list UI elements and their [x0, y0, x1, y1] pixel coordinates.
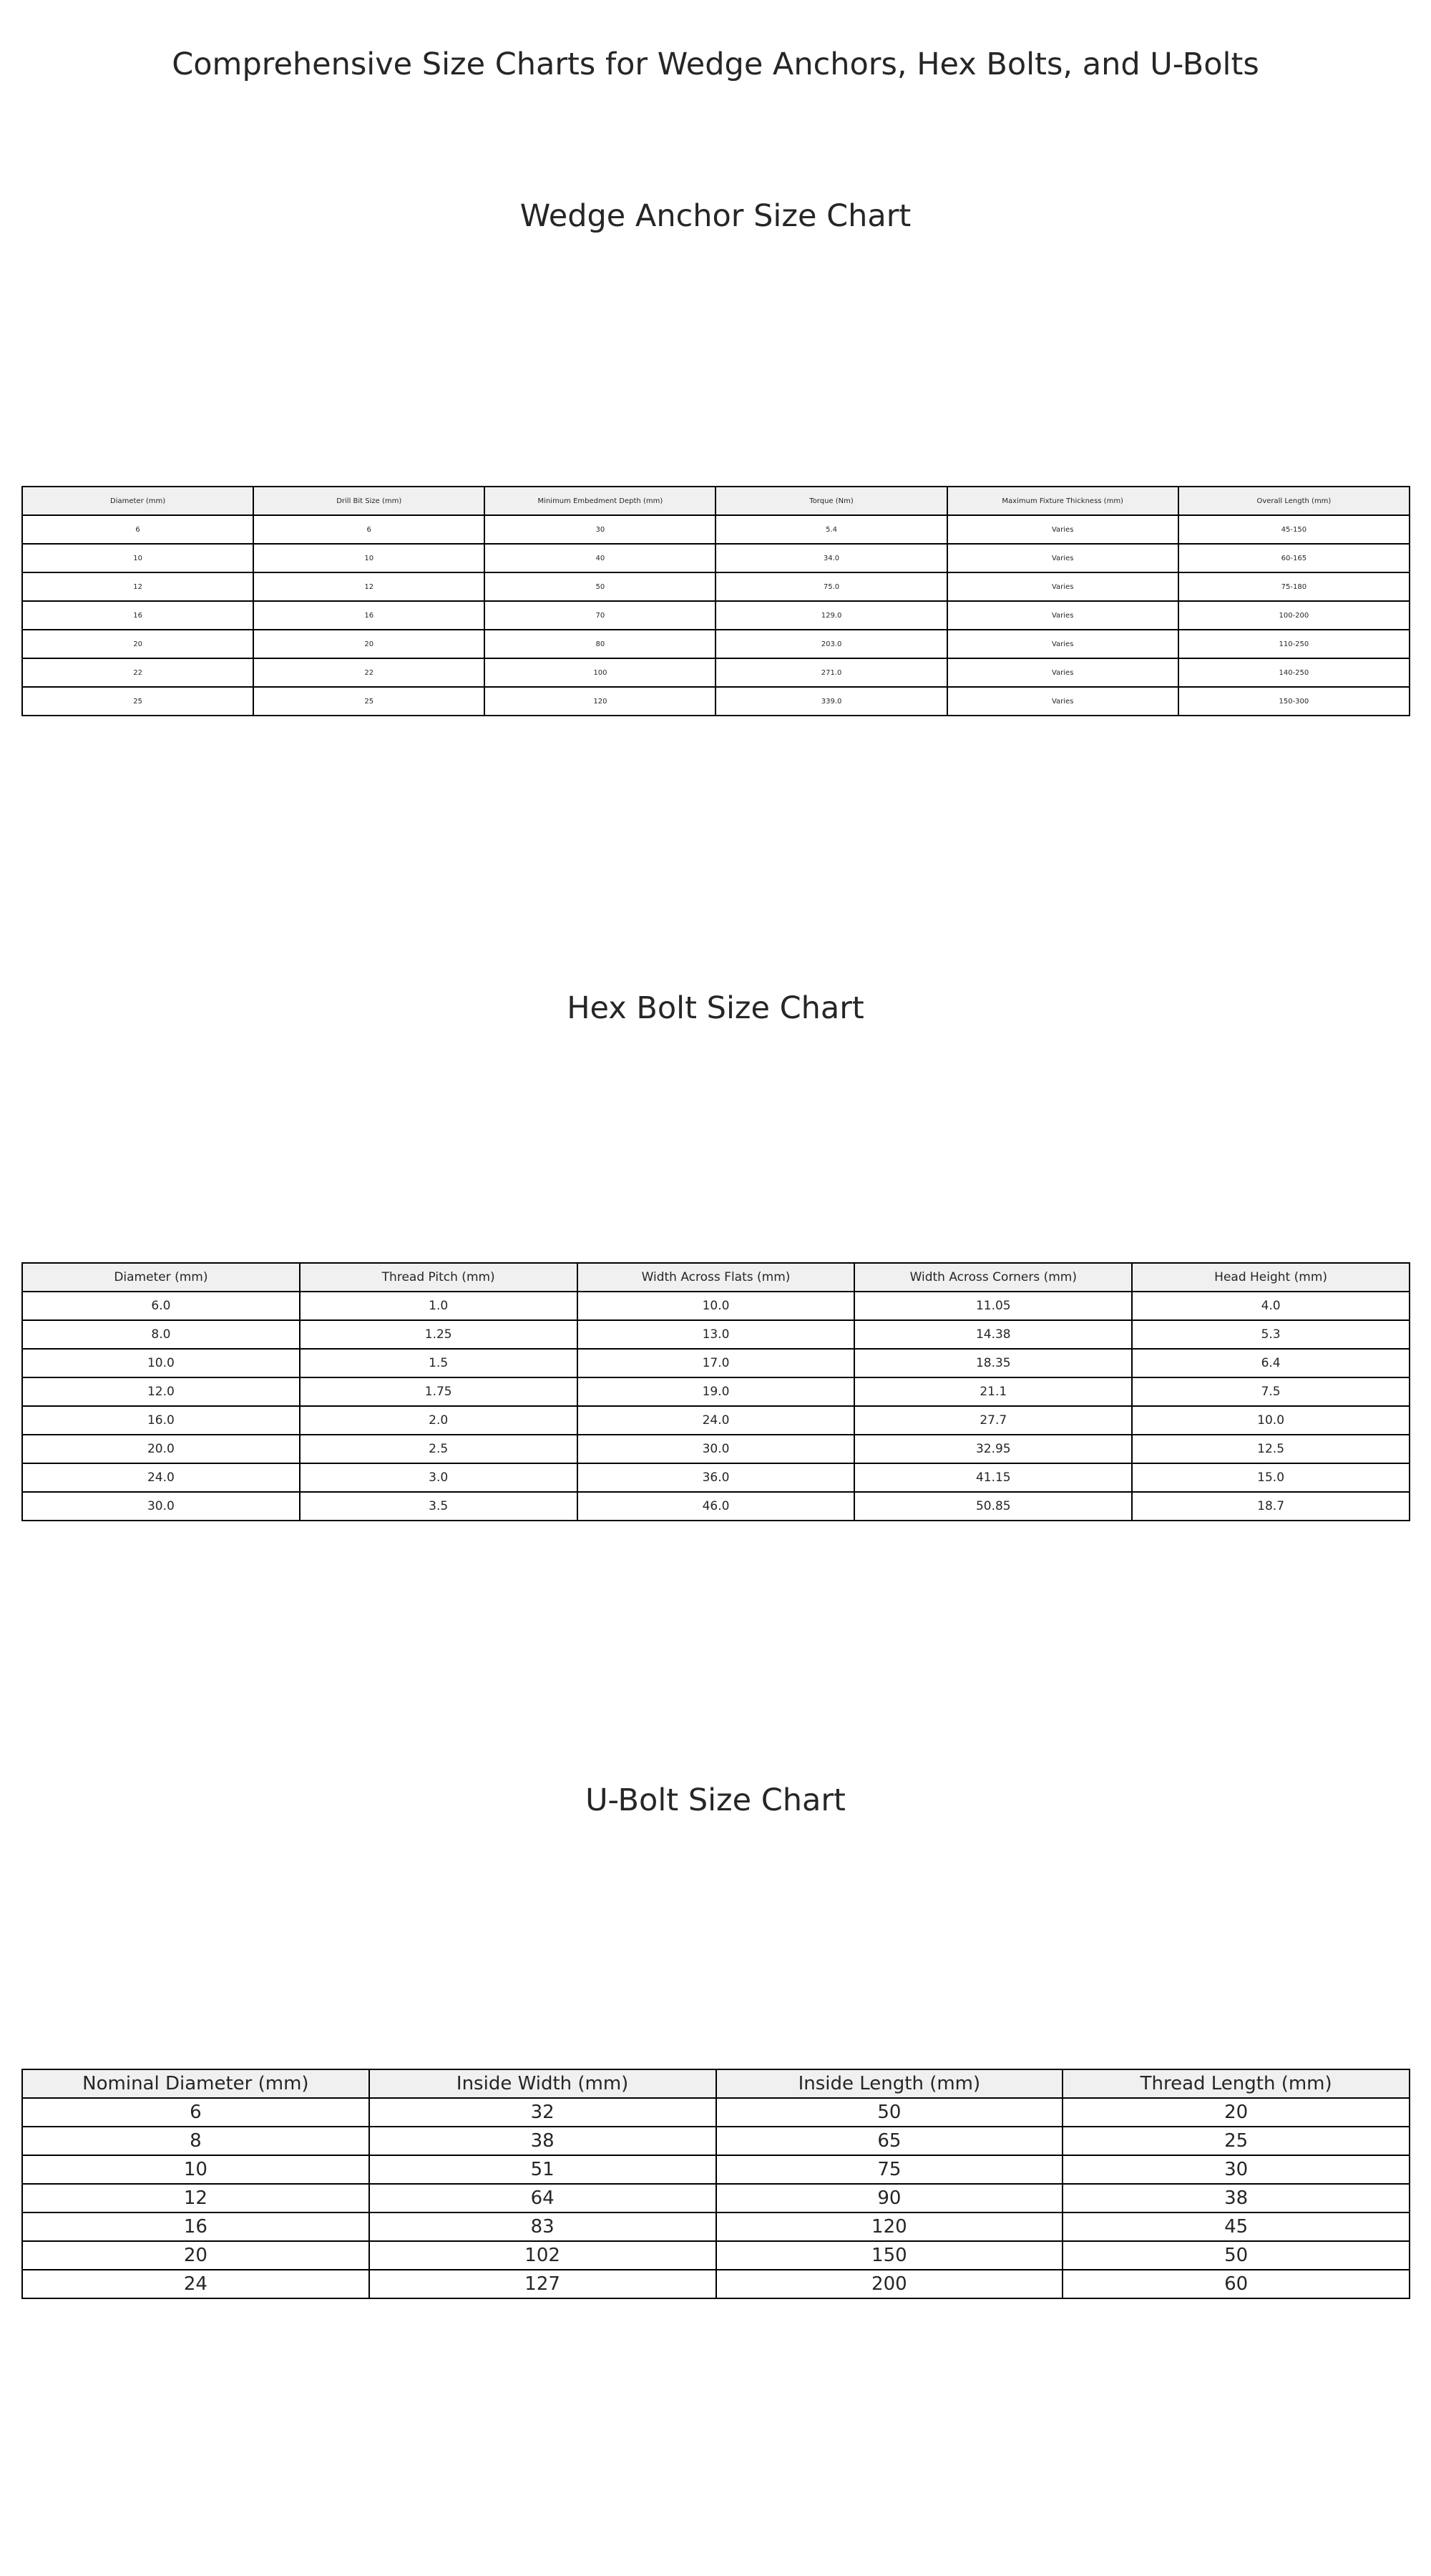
- table-cell: 6.4: [1132, 1349, 1410, 1377]
- table-cell: Varies: [947, 687, 1178, 716]
- table-cell: 70: [484, 601, 716, 630]
- table-cell: 80: [484, 630, 716, 658]
- table-row: [22, 1349, 1410, 1377]
- table-cell: 6: [253, 515, 484, 544]
- table-cell: 17.0: [577, 1349, 855, 1377]
- table-row: [22, 630, 1410, 658]
- table-cell: 15.0: [1132, 1463, 1410, 1492]
- table-cell: 30: [1063, 2155, 1410, 2184]
- table-cell: 38: [369, 2127, 716, 2155]
- table-cell: 75-180: [1178, 572, 1410, 601]
- column-header: Minimum Embedment Depth (mm): [484, 487, 716, 515]
- column-header: Maximum Fixture Thickness (mm): [947, 487, 1178, 515]
- table-cell: 24.0: [22, 1463, 300, 1492]
- table-cell: 10: [22, 2155, 369, 2184]
- hex-bolt-chart-title: Hex Bolt Size Chart: [567, 990, 864, 1026]
- table-cell: 5.4: [716, 515, 947, 544]
- column-header: Thread Length (mm): [1063, 2069, 1410, 2098]
- column-header: Diameter (mm): [22, 1263, 300, 1292]
- table-cell: 50: [716, 2098, 1063, 2127]
- table-cell: Varies: [947, 658, 1178, 687]
- table-cell: 51: [369, 2155, 716, 2184]
- table-cell: 20: [22, 630, 253, 658]
- table-cell: 25: [253, 687, 484, 716]
- table-cell: 120: [484, 687, 716, 716]
- table-row: [22, 2270, 1410, 2298]
- table-cell: 100-200: [1178, 601, 1410, 630]
- column-header: Thread Pitch (mm): [300, 1263, 577, 1292]
- table-cell: 140-250: [1178, 658, 1410, 687]
- column-header: Drill Bit Size (mm): [253, 487, 484, 515]
- column-header: Inside Width (mm): [369, 2069, 716, 2098]
- table-cell: 339.0: [716, 687, 947, 716]
- table-cell: 10.0: [577, 1292, 855, 1320]
- table-cell: 16.0: [22, 1406, 300, 1435]
- table-row: [22, 1463, 1410, 1492]
- table-cell: 110-250: [1178, 630, 1410, 658]
- wedge-anchor-chart-title: Wedge Anchor Size Chart: [519, 198, 912, 234]
- table-row: [22, 572, 1410, 601]
- hex-bolt-table: [21, 1262, 1410, 1521]
- table-cell: 12: [253, 572, 484, 601]
- table-row: [22, 1320, 1410, 1349]
- table-row: [22, 2127, 1410, 2155]
- table-cell: 50: [1063, 2241, 1410, 2270]
- table-cell: 20.0: [22, 1435, 300, 1463]
- table-cell: 127: [369, 2270, 716, 2298]
- table-header-row: [22, 2069, 1410, 2098]
- table-cell: 4.0: [1132, 1292, 1410, 1320]
- table-cell: 45-150: [1178, 515, 1410, 544]
- table-cell: 203.0: [716, 630, 947, 658]
- table-row: [22, 658, 1410, 687]
- table-cell: 46.0: [577, 1492, 855, 1521]
- table-cell: 18.7: [1132, 1492, 1410, 1521]
- table-cell: 60: [1063, 2270, 1410, 2298]
- table-cell: 10.0: [1132, 1406, 1410, 1435]
- column-header: Diameter (mm): [22, 487, 253, 515]
- table-cell: 16: [22, 601, 253, 630]
- table-cell: 14.38: [854, 1320, 1132, 1349]
- table-cell: 20: [1063, 2098, 1410, 2127]
- table-cell: 200: [716, 2270, 1063, 2298]
- table-row: [22, 601, 1410, 630]
- table-cell: 34.0: [716, 544, 947, 572]
- table-cell: 50.85: [854, 1492, 1132, 1521]
- table-cell: 36.0: [577, 1463, 855, 1492]
- table-cell: 2.0: [300, 1406, 577, 1435]
- table-cell: 20: [253, 630, 484, 658]
- column-header: Torque (Nm): [716, 487, 947, 515]
- table-cell: 19.0: [577, 1377, 855, 1406]
- table-cell: Varies: [947, 630, 1178, 658]
- table-cell: 102: [369, 2241, 716, 2270]
- table-cell: 12: [22, 2184, 369, 2212]
- table-cell: 41.15: [854, 1463, 1132, 1492]
- table-cell: 12.5: [1132, 1435, 1410, 1463]
- table-cell: 10: [253, 544, 484, 572]
- table-row: [22, 2184, 1410, 2212]
- table-cell: 16: [22, 2212, 369, 2241]
- table-cell: 16: [253, 601, 484, 630]
- table-cell: 30: [484, 515, 716, 544]
- column-header: Width Across Corners (mm): [854, 1263, 1132, 1292]
- table-cell: 12: [22, 572, 253, 601]
- table-cell: 27.7: [854, 1406, 1132, 1435]
- table-cell: 64: [369, 2184, 716, 2212]
- table-cell: Varies: [947, 544, 1178, 572]
- table-cell: 40: [484, 544, 716, 572]
- table-cell: 6.0: [22, 1292, 300, 1320]
- table-cell: 150-300: [1178, 687, 1410, 716]
- table-cell: 1.0: [300, 1292, 577, 1320]
- table-row: [22, 2212, 1410, 2241]
- table-cell: 25: [1063, 2127, 1410, 2155]
- table-cell: 20: [22, 2241, 369, 2270]
- table-cell: Varies: [947, 572, 1178, 601]
- column-header: Nominal Diameter (mm): [22, 2069, 369, 2098]
- column-header: Head Height (mm): [1132, 1263, 1410, 1292]
- table-cell: 32.95: [854, 1435, 1132, 1463]
- table-row: [22, 515, 1410, 544]
- table-cell: 100: [484, 658, 716, 687]
- table-row: [22, 1492, 1410, 1521]
- column-header: Width Across Flats (mm): [577, 1263, 855, 1292]
- table-cell: 32: [369, 2098, 716, 2127]
- column-header: Inside Length (mm): [716, 2069, 1063, 2098]
- table-cell: 150: [716, 2241, 1063, 2270]
- table-cell: 12.0: [22, 1377, 300, 1406]
- table-cell: 8.0: [22, 1320, 300, 1349]
- table-cell: 10: [22, 544, 253, 572]
- column-header: Overall Length (mm): [1178, 487, 1410, 515]
- table-row: [22, 1377, 1410, 1406]
- table-cell: 1.5: [300, 1349, 577, 1377]
- table-cell: Varies: [947, 515, 1178, 544]
- table-cell: 6: [22, 2098, 369, 2127]
- table-cell: 90: [716, 2184, 1063, 2212]
- table-cell: 13.0: [577, 1320, 855, 1349]
- table-row: [22, 1292, 1410, 1320]
- u-bolt-chart-title: U-Bolt Size Chart: [585, 1782, 846, 1818]
- table-row: [22, 1406, 1410, 1435]
- table-cell: 25: [22, 687, 253, 716]
- table-cell: 24.0: [577, 1406, 855, 1435]
- table-header-row: [22, 487, 1410, 515]
- table-cell: 129.0: [716, 601, 947, 630]
- table-cell: 38: [1063, 2184, 1410, 2212]
- table-cell: 21.1: [854, 1377, 1132, 1406]
- table-cell: 271.0: [716, 658, 947, 687]
- table-cell: 11.05: [854, 1292, 1132, 1320]
- u-bolt-table: [21, 2069, 1410, 2299]
- page-title: Comprehensive Size Charts for Wedge Anchors, Hex Bolts, and U-Bolts: [172, 47, 1259, 82]
- table-cell: 3.0: [300, 1463, 577, 1492]
- table-cell: 18.35: [854, 1349, 1132, 1377]
- table-cell: 10.0: [22, 1349, 300, 1377]
- table-row: [22, 2098, 1410, 2127]
- table-cell: 5.3: [1132, 1320, 1410, 1349]
- table-row: [22, 687, 1410, 716]
- table-cell: 7.5: [1132, 1377, 1410, 1406]
- table-header-row: [22, 1263, 1410, 1292]
- table-cell: 22: [22, 658, 253, 687]
- table-cell: 83: [369, 2212, 716, 2241]
- table-row: [22, 2241, 1410, 2270]
- table-row: [22, 2155, 1410, 2184]
- table-row: [22, 544, 1410, 572]
- table-cell: 8: [22, 2127, 369, 2155]
- table-cell: 6: [22, 515, 253, 544]
- table-cell: 1.25: [300, 1320, 577, 1349]
- table-cell: 65: [716, 2127, 1063, 2155]
- table-cell: 3.5: [300, 1492, 577, 1521]
- table-cell: 30.0: [577, 1435, 855, 1463]
- table-cell: 1.75: [300, 1377, 577, 1406]
- table-cell: 2.5: [300, 1435, 577, 1463]
- table-cell: 60-165: [1178, 544, 1410, 572]
- table-cell: 75: [716, 2155, 1063, 2184]
- table-cell: 22: [253, 658, 484, 687]
- table-cell: 24: [22, 2270, 369, 2298]
- wedge-anchor-table: [21, 486, 1410, 716]
- table-cell: 120: [716, 2212, 1063, 2241]
- table-cell: 30.0: [22, 1492, 300, 1521]
- table-row: [22, 1435, 1410, 1463]
- table-cell: Varies: [947, 601, 1178, 630]
- table-cell: 50: [484, 572, 716, 601]
- table-cell: 75.0: [716, 572, 947, 601]
- table-cell: 45: [1063, 2212, 1410, 2241]
